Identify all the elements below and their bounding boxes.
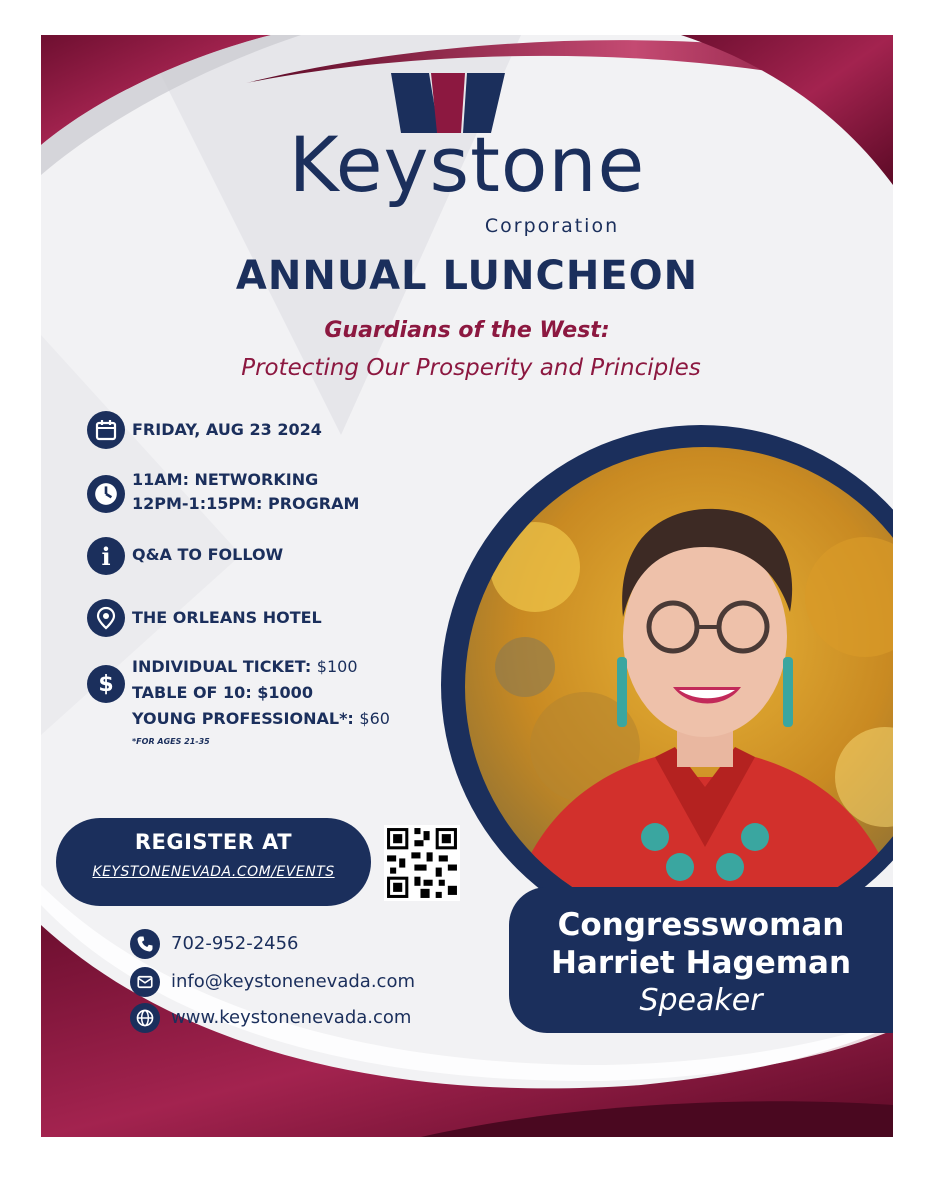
contact-website[interactable]: www.keystonenevada.com <box>171 1007 412 1028</box>
speaker-title: Congresswoman <box>557 907 845 943</box>
ticket-young-professional: YOUNG PROFESSIONAL*: $60 <box>132 709 390 728</box>
event-subtitle-line1: Guardians of the West: <box>324 318 610 343</box>
event-venue: THE ORLEANS HOTEL <box>132 608 322 627</box>
event-time-networking: 11AM: NETWORKING <box>132 470 319 489</box>
clock-icon <box>87 475 125 513</box>
email-icon <box>130 967 160 997</box>
speaker-role: Speaker <box>639 983 763 1018</box>
register-label: REGISTER AT <box>134 830 293 854</box>
event-title: ANNUAL LUNCHEON <box>235 253 699 299</box>
contact-email[interactable]: info@keystonenevada.com <box>171 971 415 992</box>
event-qa-note: Q&A TO FOLLOW <box>132 545 284 564</box>
flyer <box>41 35 893 1137</box>
info-icon: i <box>87 537 125 575</box>
qr-code[interactable] <box>384 825 460 901</box>
event-subtitle-line2: Protecting Our Prosperity and Principles <box>241 355 701 381</box>
logo-subtitle: Corporation <box>484 215 620 237</box>
phone-icon <box>130 929 160 959</box>
event-time-program: 12PM-1:15PM: PROGRAM <box>132 494 360 513</box>
ticket-individual: INDIVIDUAL TICKET: $100 <box>132 657 358 676</box>
contact-phone[interactable]: 702-952-2456 <box>171 933 299 954</box>
globe-icon <box>130 1003 160 1033</box>
register-link[interactable]: KEYSTONENEVADA.COM/EVENTS <box>92 864 335 880</box>
ticket-table: TABLE OF 10: $1000 <box>132 683 313 702</box>
register-banner[interactable] <box>56 818 371 906</box>
location-pin-icon <box>87 599 125 637</box>
event-date: FRIDAY, AUG 23 2024 <box>132 420 322 439</box>
speaker-name: Harriet Hageman <box>550 945 852 981</box>
calendar-icon <box>87 411 125 449</box>
age-note: *FOR AGES 21-35 <box>132 737 210 746</box>
logo-wordmark: Keystone <box>288 120 646 209</box>
speaker-banner <box>509 887 893 1033</box>
dollar-icon: $ <box>87 665 125 703</box>
